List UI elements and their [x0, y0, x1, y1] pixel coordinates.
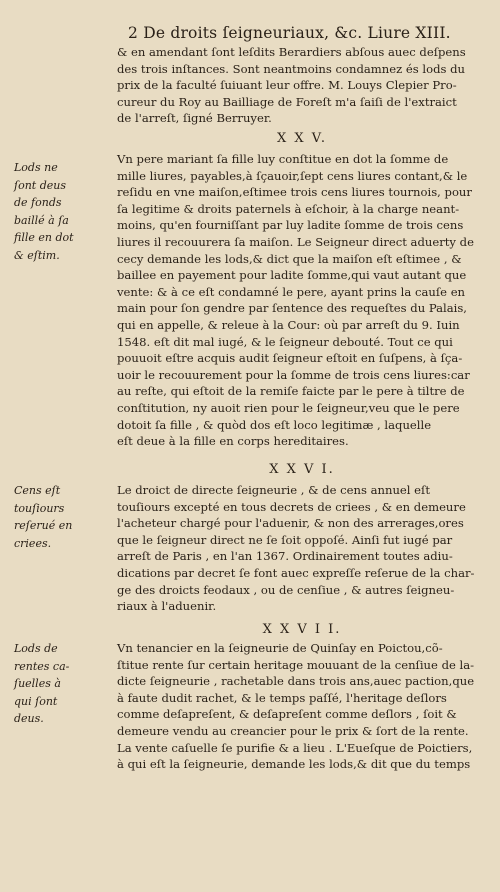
text-line: ge des droicts feodaux , ou de cenſiue , & autres ſeigneu- — [117, 582, 455, 597]
margin-note-line: fille en dot — [14, 231, 74, 244]
margin-note-line: de fonds — [14, 196, 62, 209]
text-line: uoir le recouurement pour la ſomme de trois cens liures:car — [117, 367, 470, 382]
margin-note-line: & eſtim. — [14, 248, 60, 262]
text-line: ſa legitime & droits paternels à eſchoir, à la charge neant- — [117, 201, 460, 216]
text-line: 1548. eſt dit mal iugé, & le ſeigneur debouté. Tout ce qui — [117, 334, 453, 349]
text-line: des trois inſtances. Sont neantmoins condamnez és lods du — [117, 61, 466, 76]
text-line: l'acheteur chargé pour l'aduenir, & non des arrerages,ores — [117, 516, 464, 531]
text-line: Vn pere mariant ſa fille luy conſtitue en dot la ſomme de — [117, 152, 449, 166]
text-line: La vente caſuelle ſe purifie & a lieu . L'Eueſque de Poictiers, — [117, 740, 473, 755]
margin-note-line: ſuelles à — [14, 677, 61, 690]
text-line: mille liures, payables,à ſçauoir,ſept cens liures contant,& le — [117, 168, 468, 183]
text-line: Vn tenancier en la ſeigneurie de Quinſay en Poictou,cõ- — [117, 641, 443, 655]
text-line: cecy demande les lods,& dict que la maiſon eſt eſtimee , & — [117, 251, 462, 266]
text-line: reſidu en vne maiſon,eſtimee trois cens liures tournois, pour — [117, 185, 472, 200]
text-line: vente: & à ce eſt condamné le pere, ayant prins la cauſe en — [117, 284, 466, 299]
text-line: à qui eſt la ſeigneurie, demande les lods,& dit que du temps — [117, 757, 471, 772]
paragraph-xxv — [117, 151, 487, 450]
text-line: touſiours excepté en tous decrets de criees , & en demeure — [117, 499, 466, 514]
text-line: baillee en payement pour ladite ſomme,qui vaut autant que — [117, 268, 467, 283]
margin-note-line: rentes ca- — [14, 659, 70, 673]
text-line: ſtitue rente ſur certain heritage mouuant de la cenſiue de la- — [117, 657, 475, 672]
text-line: de l'arreſt, ſigné Berruyer. — [117, 111, 272, 126]
section-numeral-xxv: X X V. — [276, 131, 328, 146]
text-line: à faute dudit rachet, & le temps paſſé, l'heritage deſlors — [117, 690, 447, 705]
margin-note-line: Cens eſt — [14, 484, 61, 497]
margin-note-line: ſont deus — [14, 178, 66, 192]
margin-note-line: Lods de — [14, 642, 58, 655]
text-line: qui en appelle, & releue à la Cour: où par arreſt du 9. Iuin — [117, 317, 460, 332]
margin-note-line: baillé à ſa — [14, 213, 69, 227]
text-line: eſt deue à la fille en corps hereditaires. — [117, 434, 349, 449]
text-line: & en amendant ſont leſdits Berardiers abſous auec deſpens — [117, 45, 466, 59]
paragraph-xxvii — [117, 640, 487, 773]
margin-note-line: criees. — [14, 536, 52, 550]
text-line: prix de la faculté ſuiuant leur offre. M. Louys Clepier Pro- — [117, 78, 457, 93]
text-line: dications par decret ſe font auec expreſſe reſerue de la char- — [117, 565, 475, 580]
margin-note-line: touſiours — [14, 501, 65, 515]
intro-paragraph — [117, 44, 487, 127]
margin-note-xxvii — [14, 640, 108, 728]
text-line: arreſt de Paris , en l'an 1367. Ordinairement toutes adiu- — [117, 549, 453, 564]
text-line: riaux à l'aduenir. — [117, 599, 217, 614]
margin-note-xxvi — [14, 482, 108, 552]
text-line: comme deſapreſent, & deſapreſent comme deſlors , ſoit & — [117, 707, 457, 722]
text-line: demeure vendu au creancier pour le prix & ſort de la rente. — [117, 723, 469, 738]
section-numeral-xxvi: X X V I. — [269, 462, 335, 477]
text-line: liures il recouurera ſa maiſon. Le Seigneur direct aduerty de — [117, 234, 474, 249]
text-line: dicte ſeigneurie , rachetable dans trois ans,auec paction,que — [117, 674, 475, 689]
text-line: dotoit ſa fille , & quòd dos eſt loco legitimæ , laquelle — [117, 417, 432, 432]
text-line: Le droict de directe ſeigneurie , & de cens annuel eſt — [117, 483, 430, 497]
text-line: pouuoit eſtre acquis audit ſeigneur eſtoit en ſuſpens, à ſça- — [117, 351, 463, 366]
text-line: au reſte, qui eſtoit de la remiſe faicte par le pere à tiltre de — [117, 384, 465, 399]
margin-note-xxv — [14, 159, 108, 264]
text-line: cureur du Roy au Bailliage de Foreſt m'a ſaiſi de l'extraict — [117, 94, 457, 109]
margin-note-line: Lods ne — [14, 161, 58, 174]
margin-note-line: deus. — [14, 712, 44, 725]
margin-note-line: qui ſont — [14, 694, 58, 708]
text-line: que le ſeigneur direct ne ſe ſoit oppoſé. Ainſi fut iugé par — [117, 532, 453, 547]
margin-note-line: reſerué en — [14, 519, 73, 532]
text-line: moins, qu'en fourniſſant par luy ladite ſomme de trois cens — [117, 218, 464, 233]
section-numeral-xxvii: X X V I I. — [262, 622, 342, 637]
running-header: 2 De droits ſeigneuriaux, &c. Liure XIII. — [128, 24, 451, 42]
text-line: main pour ſon gendre par ſentence des requeſtes du Palais, — [117, 301, 467, 316]
text-line: conſtitution, ny auoit rien pour le ſeigneur,veu que le pere — [117, 400, 460, 415]
paragraph-xxvi — [117, 482, 487, 615]
